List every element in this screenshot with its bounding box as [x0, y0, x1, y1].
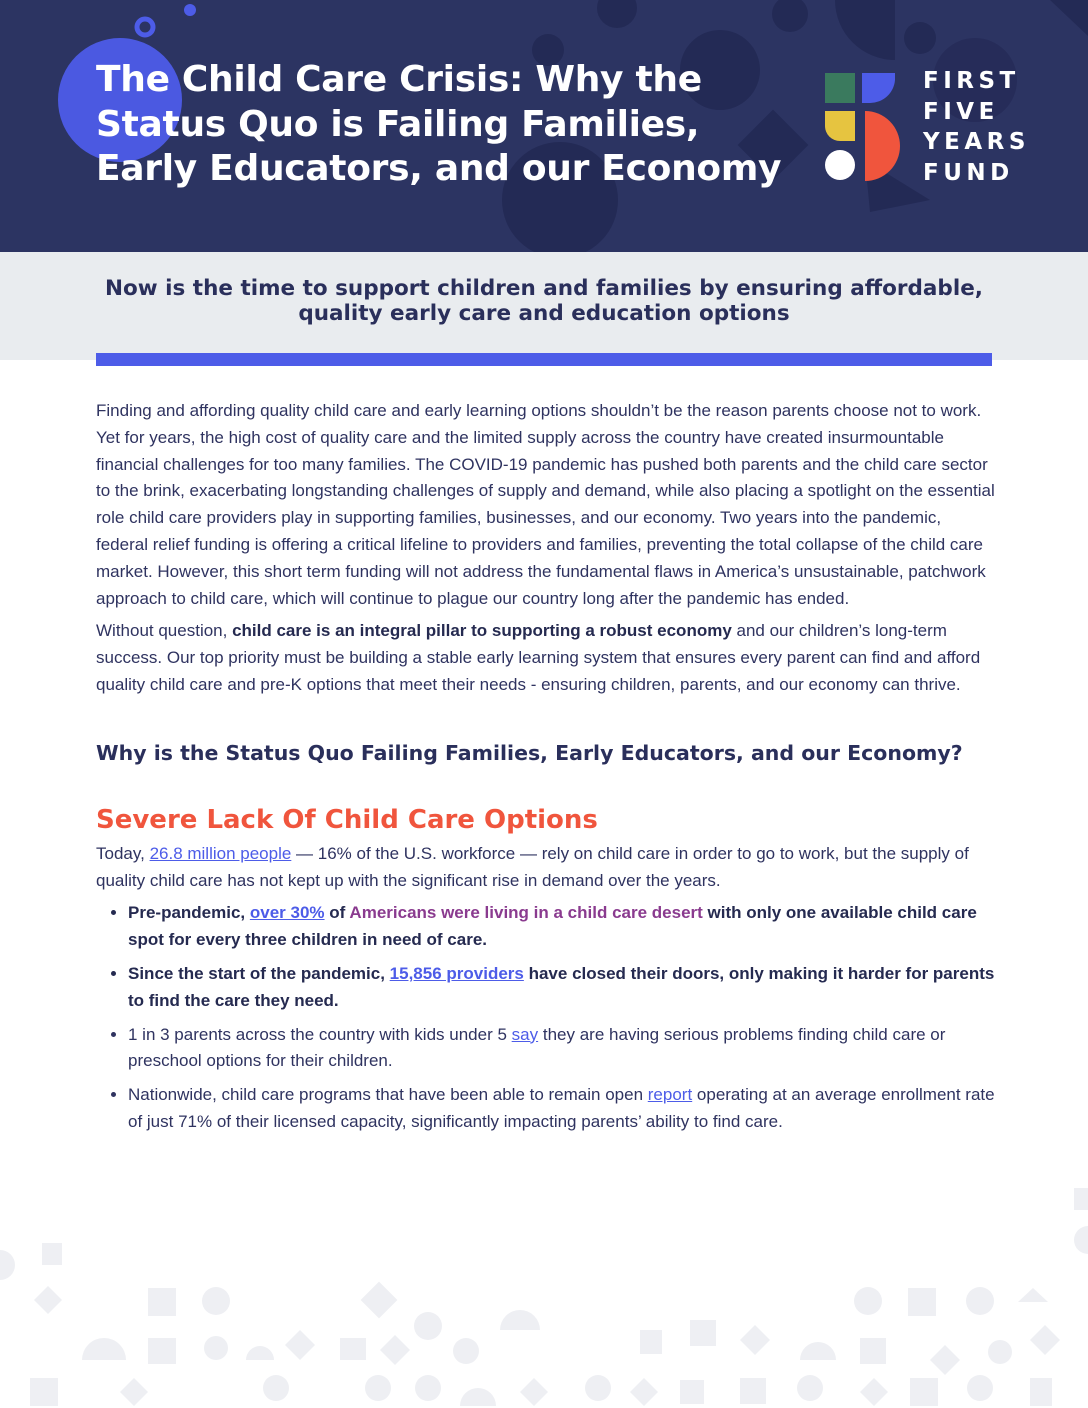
page-title — [96, 58, 816, 192]
text-span: Pre-pandemic, — [128, 903, 250, 923]
title-line-1: The Child Care Crisis: Why the — [96, 59, 702, 100]
accent-rule — [96, 353, 992, 366]
why-heading: Why is the Status Quo Failing Families, Early Educators, and our Economy? — [96, 740, 963, 765]
link-over-30-percent[interactable]: over 30% — [249, 903, 325, 923]
text-span: 1 in 3 parents across the country with kids under 5 — [128, 1024, 512, 1044]
section-intro — [96, 841, 996, 895]
list-item — [128, 961, 996, 1015]
subtitle: Now is the time to support children and families by ensuring affordable, quality early care and education options — [105, 276, 983, 326]
list-item — [128, 1022, 996, 1076]
text-span: have closed their doors, only making it harder for parents to find the care they need. — [128, 963, 995, 1010]
bullet-list — [96, 900, 996, 1135]
link-say[interactable]: say — [511, 1024, 539, 1044]
emphasis-text: child care is an integral pillar to supporting a robust economy — [232, 621, 732, 641]
title-line-2: Status Quo is Failing Families, — [96, 103, 700, 145]
list-item — [128, 1082, 996, 1136]
priority-paragraph — [96, 618, 996, 698]
intro-paragraph: Finding and affording quality child care and early learning options shouldn’t be the reason parents choose not to work. Yet for years, the high cost of quality care and the limited supply across the country have created insurmountable financial challenges for too many families. The COVID-19 pandemic has pushed both parents and the child care sector to the brink, exacerbating longstanding challenges of supply and demand, while also placing a spotlight on the essential role child care providers play in supporting families, businesses, and our economy. Two years into the pandemic, federal relief funding is offering a critical lifeline to providers and families, preventing the total collapse of the child care market. However, this short term funding will not address the fundamental flaws in America’s unsustainable, patchwork approach to child care, which will continue to plague our country long after the pandemic has ended. — [96, 401, 995, 608]
text-span: of — [324, 903, 350, 923]
logo-wordmark — [923, 66, 1030, 188]
logo-word-five: FIVE — [923, 98, 999, 125]
logo-word-years: YEARS — [923, 129, 1030, 155]
link-26-8-million[interactable]: 26.8 million people — [149, 843, 292, 863]
text-span: they are having serious problems finding child care or preschool options for their children. — [128, 1024, 946, 1071]
text-span: Without question, — [96, 621, 233, 641]
text-span: operating at an average enrollment rate of just 71% of their licensed capacity, significantly impacting parents’ ability to find care. — [128, 1085, 995, 1131]
logo-word-first: FIRST — [923, 68, 1020, 94]
text-span: Nationwide, child care programs that have been able to remain open — [128, 1085, 648, 1105]
main-content — [96, 398, 996, 1143]
header-banner — [0, 0, 1088, 252]
text-span: — 16% of the U.S. workforce — rely on child care in order to go to work, but the supply of quality child care has not kept up with the significant rise in demand over the years. — [96, 843, 969, 890]
footer-pattern — [0, 1180, 1088, 1408]
text-span: with only one available child care spot for every three children in need of care. — [128, 903, 977, 950]
title-line-3: Early Educators, and our Economy — [96, 148, 782, 189]
highlight-text: Americans were living in a child care desert — [349, 903, 703, 923]
text-span: Since the start of the pandemic, — [128, 963, 390, 983]
text-span: and our children’s long-term success. Our top priority must be building a stable early learning system that ensures every parent can find and afford quality child care and pre-K options that meet their needs - ensuring children, parents, and our economy can thrive. — [96, 621, 981, 694]
link-report[interactable]: report — [647, 1085, 693, 1105]
list-item — [128, 900, 996, 954]
logo-word-fund: FUND — [923, 159, 1014, 186]
section-heading: Severe Lack Of Child Care Options — [96, 804, 598, 835]
link-providers[interactable]: 15,856 providers — [389, 963, 524, 983]
text-span: Today, — [96, 843, 150, 863]
